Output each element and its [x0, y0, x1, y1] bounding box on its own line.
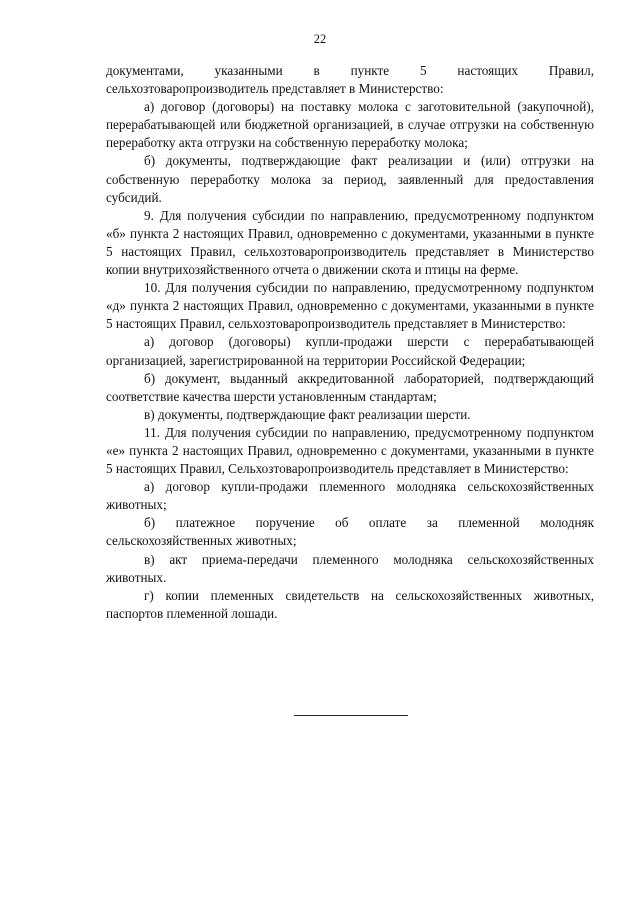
paragraph-milk-contract: а) договор (договоры) на поставку молока с заготовительной (закупочной), перерабатывающей или бюджетной организацией, в случае отгрузки на собственную переработку акта отгрузки на собственную переработку молока; [106, 99, 594, 151]
paragraph-wool-lab-document: б) документ, выданный аккредитованной лабораторией, подтверждающий соответствие качества шерсти установленным стандартам; [106, 370, 594, 404]
page-number: 22 [313, 32, 327, 46]
paragraph-item-11: 11. Для получения субсидии по направлению, предусмотренному подпунктом «е» пункта 2 настоящих Правил, одновременно с документами, указанными в пункте 5 настоящих Правил, Сельхозтоваропроизводитель представляет в Министерство: [106, 424, 594, 477]
document-body [106, 62, 594, 623]
paragraph-wool-contract: а) договор (договоры) купли-продажи шерсти с перерабатывающей организацией, зарегистрированной на территории Российской Федерации; [106, 334, 594, 368]
paragraph-transfer-act: в) акт приема-передачи племенного молодняка сельскохозяйственных животных. [106, 551, 594, 585]
end-of-document-rule [294, 715, 408, 716]
paragraph-milk-documents: б) документы, подтверждающие факт реализации и (или) отгрузки на собственную переработку молока за период, заявленный для предоставления субсидий. [106, 153, 594, 205]
paragraph-continuation: документами, указанными в пункте 5 настоящих Правил, сельхозтоваропроизводитель представляет в Министерство: [106, 63, 594, 97]
paragraph-breeding-contract: а) договор купли-продажи племенного молодняка сельскохозяйственных животных; [106, 479, 594, 513]
paragraph-item-9: 9. Для получения субсидии по направлению, предусмотренному подпунктом «б» пункта 2 настоящих Правил, одновременно с документами, указанными в пункте 5 настоящих Правил, сельхозтоваропроизводитель представляет в Министерство копии внутрихозяйственного отчета о движении скота и птицы на ферме. [106, 207, 594, 278]
paragraph-payment-order: б) платежное поручение об оплате за племенной молодняк сельскохозяйственных животных; [106, 515, 594, 549]
paragraph-wool-sale-documents: в) документы, подтверждающие факт реализации шерсти. [144, 406, 471, 422]
paragraph-certificates: г) копии племенных свидетельств на сельскохозяйственных животных, паспортов племенной лошади. [106, 587, 594, 621]
paragraph-item-10: 10. Для получения субсидии по направлению, предусмотренному подпунктом «д» пункта 2 настоящих Правил, одновременно с документами, указанными в пункте 5 настоящих Правил, сельхозтоваропроизводитель представляет в Министерство: [106, 280, 594, 332]
